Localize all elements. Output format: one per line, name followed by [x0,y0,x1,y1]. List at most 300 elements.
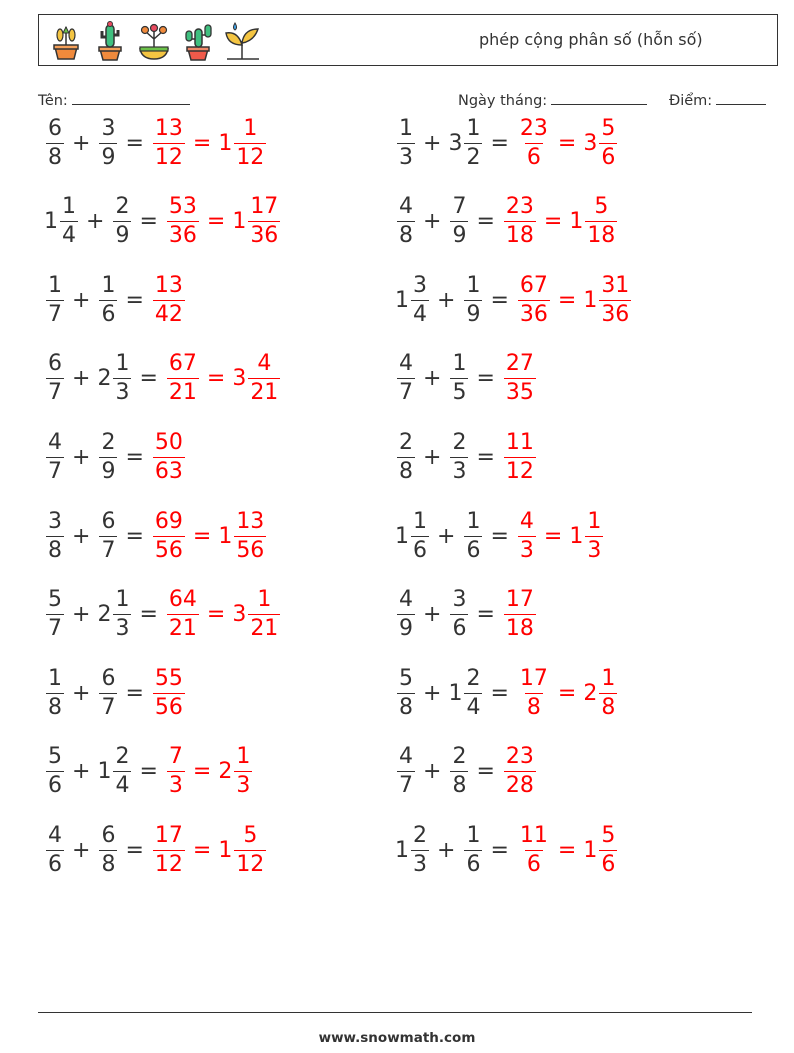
addend-a [395,196,416,247]
numerator: 7 [452,194,467,220]
name-label: Tên: [38,93,68,109]
addend-a [44,508,65,563]
whole-number: 1 [218,523,233,549]
denominator: 8 [526,694,541,720]
numerator: 6 [101,508,116,534]
fraction [450,589,468,640]
fraction [46,353,64,404]
answer-fraction [516,665,551,720]
denominator: 6 [452,616,467,642]
equals-sign: = [206,366,226,392]
answer-fraction [165,196,200,247]
answer-fraction [502,429,537,484]
whole-number: 1 [395,287,409,313]
answer-mixed-number [583,822,618,877]
denominator: 9 [452,223,467,249]
answer [516,665,618,720]
whole-number: 1 [569,523,584,549]
numerator: 6 [101,822,116,848]
problem-row [395,193,618,251]
fraction [46,822,64,877]
equals-sign: = [139,759,158,785]
whole-number: 1 [583,287,598,313]
numerator: 1 [399,115,413,141]
plus-sign: + [72,759,91,785]
answer-mixed-number [232,353,281,404]
denominator: 6 [466,537,481,563]
fraction [153,115,185,170]
denominator: 9 [399,616,413,642]
fraction [153,272,185,327]
denominator: 2 [466,144,481,170]
potted-plant-icon [45,19,87,63]
numerator: 1 [62,194,76,220]
answer [165,196,281,247]
fraction [46,115,64,170]
denominator: 35 [505,380,534,406]
problem-row [44,664,186,722]
answer-fraction [516,822,551,877]
numerator: 6 [48,115,62,141]
numerator: 1 [101,272,116,298]
fraction [153,822,185,877]
denominator: 21 [168,380,197,406]
problem-row [395,114,618,172]
denominator: 56 [236,537,265,563]
addend-a [395,353,416,404]
fraction [397,429,415,484]
date-blank [551,103,647,105]
equals-sign: = [476,759,495,785]
numerator: 23 [505,744,534,770]
denominator: 21 [250,616,279,642]
answer [151,429,186,484]
fraction [450,429,468,484]
fraction [234,822,266,877]
denominator: 7 [48,301,62,327]
denominator: 18 [505,223,534,249]
answer [516,272,632,327]
problem-row [44,271,186,329]
denominator: 12 [154,144,183,170]
numerator: 3 [413,272,427,298]
fraction [464,115,482,170]
answer [165,589,281,640]
denominator: 6 [48,773,62,799]
denominator: 3 [236,773,251,799]
answer [516,822,618,877]
problem-row [44,586,281,644]
fraction [99,115,117,170]
denominator: 3 [519,537,534,563]
denominator: 3 [452,458,467,484]
fraction [113,196,131,247]
answer-fraction [151,115,186,170]
answer-mixed-number [218,115,267,170]
answer-fraction [516,272,551,327]
numerator: 6 [48,351,62,377]
denominator: 7 [399,380,413,406]
problem-row [395,428,537,486]
answer-fraction [151,665,186,720]
score-blank [716,103,766,105]
numerator: 4 [519,508,534,534]
problem-row [44,350,281,408]
numerator: 4 [48,822,62,848]
addend-a [44,589,65,640]
denominator: 8 [601,694,616,720]
addend-b [97,353,132,404]
fraction [504,429,536,484]
equals-sign: = [192,130,212,156]
equals-sign: = [125,130,144,156]
fraction [504,353,536,404]
answer-fraction [151,822,186,877]
fraction [99,272,117,327]
addend-b [97,272,118,327]
fraction [585,196,617,247]
numerator: 11 [505,429,534,455]
fraction [234,746,252,797]
numerator: 1 [466,508,481,534]
answer-mixed-number [583,272,632,327]
numerator: 31 [601,272,630,298]
numerator: 3 [452,587,467,613]
denominator: 4 [466,694,481,720]
denominator: 8 [101,851,116,877]
equals-sign: = [125,523,144,549]
score-label: Điểm: [669,93,713,109]
plus-sign: + [86,209,105,235]
fraction [450,196,468,247]
fraction [46,589,64,640]
addend-b [448,589,469,640]
header-box [38,14,778,66]
numerator: 5 [243,822,258,848]
numerator: 5 [601,822,616,848]
fraction [234,115,266,170]
numerator: 5 [399,665,413,691]
addend-b [97,429,118,484]
fraction [518,272,550,327]
footer-website: www.snowmath.com [318,1030,476,1046]
fraction [113,589,131,640]
denominator: 8 [48,537,62,563]
plus-sign: + [423,444,442,470]
plus-sign: + [72,287,91,313]
numerator: 4 [48,429,62,455]
numerator: 11 [519,822,548,848]
denominator: 36 [519,301,548,327]
fraction [599,822,617,877]
whole-number: 1 [583,837,598,863]
whole-number: 1 [44,209,58,235]
numerator: 1 [115,351,130,377]
whole-number: 1 [218,130,233,156]
numerator: 23 [505,194,534,220]
numerator: 2 [413,822,427,848]
fraction [411,272,429,327]
fraction [397,665,415,720]
answer [151,665,186,720]
fraction [599,272,631,327]
denominator: 36 [168,223,197,249]
fraction [153,429,185,484]
fraction [397,746,415,797]
numerator: 67 [519,272,548,298]
fraction [450,353,468,404]
denominator: 6 [601,144,616,170]
numerator: 2 [452,429,467,455]
plus-sign: + [423,366,442,392]
fraction [464,272,482,327]
answer-mixed-number [232,196,281,247]
plus-sign: + [437,287,456,313]
problem-row [395,350,537,408]
equals-sign: = [490,287,509,313]
addend-a [44,353,65,404]
denominator: 4 [413,301,427,327]
cactus-icon [89,19,131,63]
numerator: 1 [115,587,130,613]
denominator: 8 [48,144,62,170]
problem-row [44,743,253,801]
addend-b [97,508,118,563]
answer-mixed-number [218,508,267,563]
numerator: 1 [601,665,616,691]
numerator: 6 [101,665,116,691]
name-blank [72,103,190,105]
numerator: 23 [519,115,548,141]
addend-b [448,746,469,797]
addend-a [44,272,65,327]
addend-b [97,746,132,797]
denominator: 8 [399,694,413,720]
fraction [599,665,617,720]
fraction [397,196,415,247]
score-field [669,93,766,109]
answer [151,272,186,327]
date-label: Ngày tháng: [458,93,548,109]
plus-sign: + [423,602,442,628]
denominator: 36 [250,223,279,249]
whole-number: 1 [232,209,247,235]
numerator: 1 [48,272,62,298]
plus-sign: + [437,837,456,863]
addend-b [97,822,118,877]
equals-sign: = [192,759,212,785]
denominator: 3 [399,144,413,170]
answer [502,429,537,484]
plus-sign: + [72,602,91,628]
equals-sign: = [557,837,577,863]
numerator: 3 [101,115,116,141]
denominator: 7 [48,616,62,642]
problem-row [395,507,604,565]
fraction [518,508,536,563]
addend-a [395,115,416,170]
numerator: 5 [48,744,62,770]
numerator: 2 [101,429,116,455]
numerator: 1 [236,744,251,770]
answer-mixed-number [218,746,253,797]
answer-fraction [502,589,537,640]
equals-sign: = [490,523,509,549]
answer-mixed-number [583,115,618,170]
plus-sign: + [72,444,91,470]
addend-a [44,115,65,170]
whole-number: 2 [97,366,112,392]
numerator: 53 [168,194,197,220]
fraction [99,429,117,484]
numerator: 17 [154,822,183,848]
answer-fraction [151,429,186,484]
answer-fraction [502,353,537,404]
addend-a [395,508,430,563]
denominator: 36 [601,301,630,327]
denominator: 5 [452,380,467,406]
answer-mixed-number [569,508,604,563]
whole-number: 2 [97,602,112,628]
addend-b [448,196,469,247]
numerator: 64 [168,587,197,613]
answer-mixed-number [583,665,618,720]
plus-sign: + [423,209,442,235]
fraction [450,746,468,797]
plus-sign: + [423,759,442,785]
plus-sign: + [423,680,442,706]
answer-mixed-number [569,196,618,247]
denominator: 18 [505,616,534,642]
whole-number: 1 [569,209,584,235]
denominator: 6 [413,537,427,563]
denominator: 8 [399,223,413,249]
numerator: 1 [413,508,427,534]
equals-sign: = [125,444,144,470]
denominator: 3 [413,851,427,877]
addend-b [97,665,118,720]
equals-sign: = [125,287,144,313]
addend-b [111,196,132,247]
denominator: 6 [526,851,541,877]
equals-sign: = [139,209,158,235]
fraction [411,508,429,563]
equals-sign: = [557,680,577,706]
equals-sign: = [490,837,509,863]
numerator: 55 [154,665,183,691]
date-field [458,93,647,109]
problem-row [44,114,267,172]
fraction [99,822,117,877]
denominator: 9 [101,458,116,484]
equals-sign: = [476,209,495,235]
whole-number: 1 [395,523,409,549]
equals-sign: = [476,602,495,628]
numerator: 4 [399,744,413,770]
problem-row [395,271,632,329]
addend-a [395,589,416,640]
answer-fraction [516,508,537,563]
equals-sign: = [543,523,563,549]
plus-sign: + [72,130,91,156]
problem-row [44,821,267,879]
equals-sign: = [490,130,509,156]
cactus-pot-icon [177,19,219,63]
page-title: phép cộng phân số (hỗn số) [479,30,703,49]
numerator: 13 [154,115,183,141]
whole-number: 3 [448,130,463,156]
answer [151,508,267,563]
fraction [504,196,536,247]
fraction [504,589,536,640]
numerator: 67 [168,351,197,377]
addend-b [97,589,132,640]
addend-b [448,665,483,720]
answer-fraction [165,746,186,797]
denominator: 3 [587,537,602,563]
numerator: 3 [48,508,62,534]
equals-sign: = [557,287,577,313]
answer [516,508,604,563]
denominator: 4 [62,223,76,249]
equals-sign: = [476,444,495,470]
denominator: 3 [115,380,130,406]
answer-fraction [165,589,200,640]
addend-a [44,665,65,720]
numerator: 2 [452,744,467,770]
numerator: 2 [115,744,130,770]
flower-pot-icon [133,19,175,63]
denominator: 56 [154,694,183,720]
equals-sign: = [192,837,212,863]
fraction [113,353,131,404]
numerator: 4 [257,351,272,377]
denominator: 21 [250,380,279,406]
addend-b [448,429,469,484]
whole-number: 2 [218,759,233,785]
equals-sign: = [476,366,495,392]
whole-number: 3 [232,366,247,392]
numerator: 17 [519,665,548,691]
denominator: 6 [466,851,481,877]
fraction [46,508,64,563]
denominator: 3 [168,773,183,799]
fraction [464,508,482,563]
problem-row [44,193,281,251]
fraction [397,115,415,170]
answer-mixed-number [232,589,281,640]
whole-number: 1 [97,759,112,785]
fraction [464,822,482,877]
equals-sign: = [192,523,212,549]
plus-sign: + [72,366,91,392]
footer-divider [38,1012,752,1013]
answer [165,746,253,797]
addend-a [44,196,79,247]
equals-sign: = [139,602,158,628]
denominator: 4 [115,773,130,799]
equals-sign: = [543,209,563,235]
denominator: 63 [154,458,183,484]
numerator: 50 [154,429,183,455]
denominator: 7 [48,380,62,406]
denominator: 9 [101,144,116,170]
denominator: 12 [154,851,183,877]
numerator: 13 [154,272,183,298]
fraction [153,665,185,720]
answer [151,822,267,877]
whole-number: 1 [448,680,463,706]
